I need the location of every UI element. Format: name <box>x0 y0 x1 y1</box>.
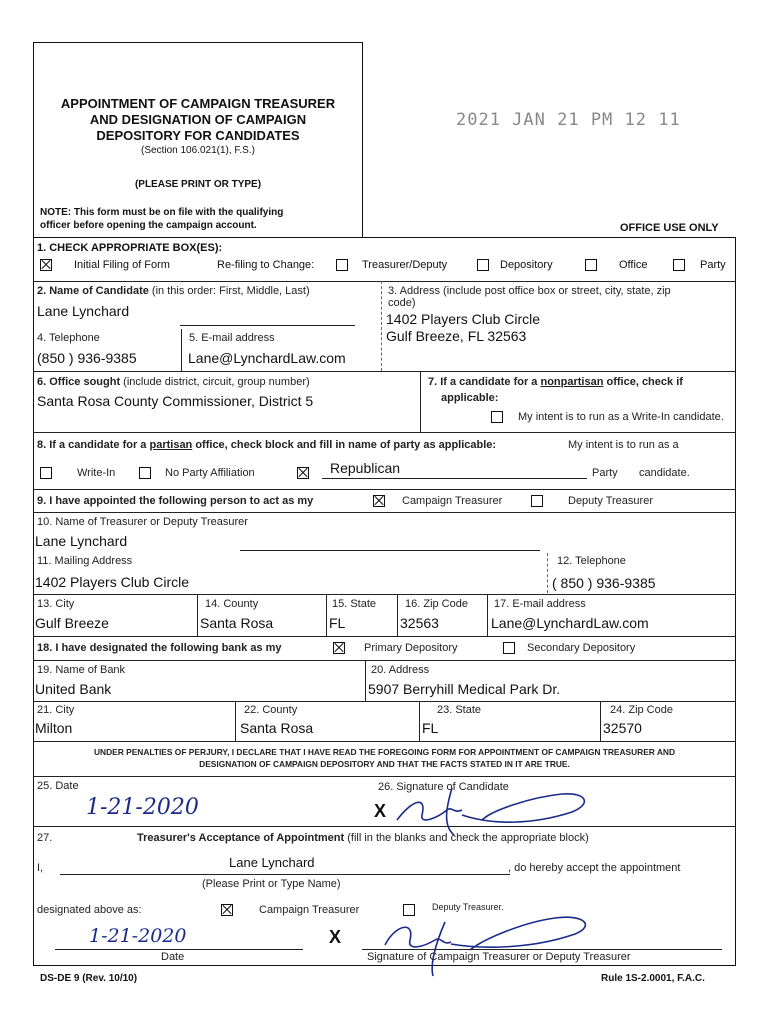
depository-checkbox[interactable] <box>477 259 489 271</box>
bank-county-value: Santa Rosa <box>240 720 314 736</box>
treasurer-name-label: 10. Name of Treasurer or Deputy Treasurer <box>37 516 248 528</box>
secondary-depository-label: Secondary Depository <box>527 642 636 654</box>
bank-city-label: 21. City <box>37 704 75 716</box>
treasurer-date-caption: Date <box>161 951 185 963</box>
acceptance-deputy-treasurer-label: Deputy Treasurer. <box>432 902 504 912</box>
write-in-partisan-label: Write-In <box>77 467 116 479</box>
bank-zip-label: 24. Zip Code <box>610 704 673 716</box>
note-line2: officer before opening the campaign account. <box>40 220 257 231</box>
candidate-address-line1: 1402 Players Club Circle <box>386 311 541 327</box>
refiling-label: Re-filing to Change: <box>217 259 315 271</box>
treasurer-date-value: 1-21-2020 <box>89 925 187 947</box>
perjury-line2: DESIGNATION OF CAMPAIGN DEPOSITORY AND THAT THE FACTS STATED IN IT ARE TRUE. <box>199 759 570 769</box>
name-caption: (Please Print or Type Name) <box>202 878 341 890</box>
bank-zip-value: 32570 <box>603 720 642 736</box>
bank-state-value: FL <box>422 720 439 736</box>
mailing-address-label: 11. Mailing Address <box>37 555 133 567</box>
primary-depository-label: Primary Depository <box>364 642 458 654</box>
treasurer-telephone-label: 12. Telephone <box>557 555 626 567</box>
perjury-line1: UNDER PENALTIES OF PERJURY, I DECLARE THAT I HAVE READ THE FOREGOING FORM FOR APPOINTMENT OF CAMPAIGN TREASURER AND <box>94 747 675 757</box>
treasurer-signature <box>375 910 605 980</box>
no-party-checkbox[interactable] <box>139 467 151 479</box>
rule-reference: Rule 1S-2.0001, F.A.C. <box>601 973 705 984</box>
party-checkbox[interactable] <box>673 259 685 271</box>
treasurer-state-value: FL <box>329 615 346 631</box>
deputy-treasurer-label: Deputy Treasurer <box>568 495 653 507</box>
bank-address-label: 20. Address <box>371 664 430 676</box>
acceptance-title: Treasurer's Acceptance of Appointment (fill in the blanks and check the appropriate block) <box>137 832 589 844</box>
nonpartisan-label: 7. If a candidate for a nonpartisan office, check if <box>428 376 683 388</box>
candidate-date-value: 1-21-2020 <box>86 795 199 820</box>
candidate-address-line2: Gulf Breeze, FL 32563 <box>386 328 527 344</box>
partisan-intent: My intent is to run as a <box>568 439 679 451</box>
nonpartisan-applicable: applicable: <box>441 392 499 404</box>
treasurer-email-label: 17. E-mail address <box>494 598 586 610</box>
candidate-signature-label: 26. Signature of Candidate <box>378 781 509 793</box>
campaign-treasurer-checkbox[interactable] <box>373 495 385 507</box>
party-name-value: Republican <box>330 460 401 476</box>
acceptance-statement: , do hereby accept the appointment <box>508 862 681 874</box>
treasurer-signature-x: X <box>329 927 342 947</box>
treasurer-county-value: Santa Rosa <box>200 615 274 631</box>
form-title-line3: DEPOSITORY FOR CANDIDATES <box>96 128 300 143</box>
office-checkbox[interactable] <box>585 259 597 271</box>
treasurer-deputy-label: Treasurer/Deputy <box>362 259 448 271</box>
candidate-name-value: Lane Lynchard <box>37 303 130 319</box>
acceptance-i: I, <box>37 862 44 874</box>
treasurer-name-value: Lane Lynchard <box>35 533 128 549</box>
secondary-depository-checkbox[interactable] <box>503 642 515 654</box>
write-in-nonpartisan-label: My intent is to run as a Write-In candidate. <box>518 411 724 423</box>
office-label: Office <box>619 259 648 271</box>
print-instruction: (PLEASE PRINT OR TYPE) <box>134 179 262 190</box>
party-label: Party <box>700 259 726 271</box>
bank-address-value: 5907 Berryhill Medical Park Dr. <box>368 681 561 697</box>
section1-label: 1. CHECK APPROPRIATE BOX(ES): <box>37 242 223 254</box>
bank-name-label: 19. Name of Bank <box>37 664 126 676</box>
treasurer-signature-caption: Signature of Campaign Treasurer or Deputy Treasurer <box>367 951 631 963</box>
treasurer-city-value: Gulf Breeze <box>35 615 109 631</box>
received-stamp: 2021 JAN 21 PM 12 11 <box>456 110 681 130</box>
city-label: 13. City <box>37 598 75 610</box>
deputy-treasurer-checkbox[interactable] <box>531 495 543 507</box>
party-name-checkbox[interactable] <box>297 467 309 479</box>
form-title-line1: APPOINTMENT OF CAMPAIGN TREASURER <box>60 96 336 111</box>
candidate-signature <box>392 780 602 840</box>
note-line1: NOTE: This form must be on file with the qualifying <box>40 207 284 218</box>
write-in-nonpartisan-checkbox[interactable] <box>491 411 503 423</box>
office-sought-value: Santa Rosa County Commissioner, District 5 <box>37 393 314 409</box>
depository-label: Depository <box>500 259 553 271</box>
party-word: Party <box>592 467 618 479</box>
candidate-email-value: Lane@LynchardLaw.com <box>188 350 346 366</box>
treasurer-telephone-value: ( 850 ) 936-9385 <box>552 575 656 591</box>
bank-name-value: United Bank <box>35 681 112 697</box>
telephone-label: 4. Telephone <box>37 332 100 344</box>
form-body <box>33 237 736 966</box>
date-label: 25. Date <box>37 780 79 792</box>
treasurer-deputy-checkbox[interactable] <box>336 259 348 271</box>
zip-code-label: 16. Zip Code <box>405 598 468 610</box>
appointed-label: 9. I have appointed the following person to act as my <box>37 495 314 507</box>
form-number: DS-DE 9 (Rev. 10/10) <box>40 973 138 984</box>
form-title-line2: AND DESIGNATION OF CAMPAIGN <box>89 112 307 127</box>
statute-reference: (Section 106.021(1), F.S.) <box>141 145 255 156</box>
bank-state-label: 23. State <box>437 704 482 716</box>
no-party-label: No Party Affiliation <box>165 467 255 479</box>
candidate-name-label: 2. Name of Candidate (in this order: First, Middle, Last) <box>37 285 310 297</box>
address-label-line1: 3. Address (include post office box or street, city, state, zip <box>388 285 671 297</box>
county-label: 14. County <box>205 598 259 610</box>
candidate-telephone-value: (850 ) 936-9385 <box>37 350 137 366</box>
bank-county-label: 22. County <box>244 704 298 716</box>
primary-depository-checkbox[interactable] <box>333 642 345 654</box>
acceptance-campaign-treasurer-label: Campaign Treasurer <box>259 904 360 916</box>
bank-city-value: Milton <box>35 720 73 736</box>
treasurer-mailing-address-value: 1402 Players Club Circle <box>35 574 190 590</box>
write-in-partisan-checkbox[interactable] <box>40 467 52 479</box>
initial-filing-label: Initial Filing of Form <box>74 259 170 271</box>
state-label: 15. State <box>332 598 377 610</box>
partisan-label: 8. If a candidate for a partisan office, check block and fill in name of party as applicable: <box>37 439 497 451</box>
campaign-treasurer-label: Campaign Treasurer <box>402 495 503 507</box>
office-sought-label: 6. Office sought (include district, circuit, group number) <box>37 376 310 388</box>
designated-bank-label: 18. I have designated the following bank as my <box>37 642 282 654</box>
acceptance-number: 27. <box>37 832 53 844</box>
candidate-signature-x: X <box>374 801 387 821</box>
treasurer-acceptance-name: Lane Lynchard <box>229 855 315 870</box>
treasurer-zip-value: 32563 <box>400 615 439 631</box>
initial-filing-checkbox[interactable] <box>40 259 52 271</box>
designated-as-label: designated above as: <box>37 904 142 916</box>
office-use-only: OFFICE USE ONLY <box>620 222 719 234</box>
address-label-line2: code) <box>388 297 416 309</box>
treasurer-email-value: Lane@LynchardLaw.com <box>491 615 649 631</box>
acceptance-campaign-treasurer-checkbox[interactable] <box>221 904 233 916</box>
candidate-word: candidate. <box>639 467 690 479</box>
email-label: 5. E-mail address <box>189 332 275 344</box>
